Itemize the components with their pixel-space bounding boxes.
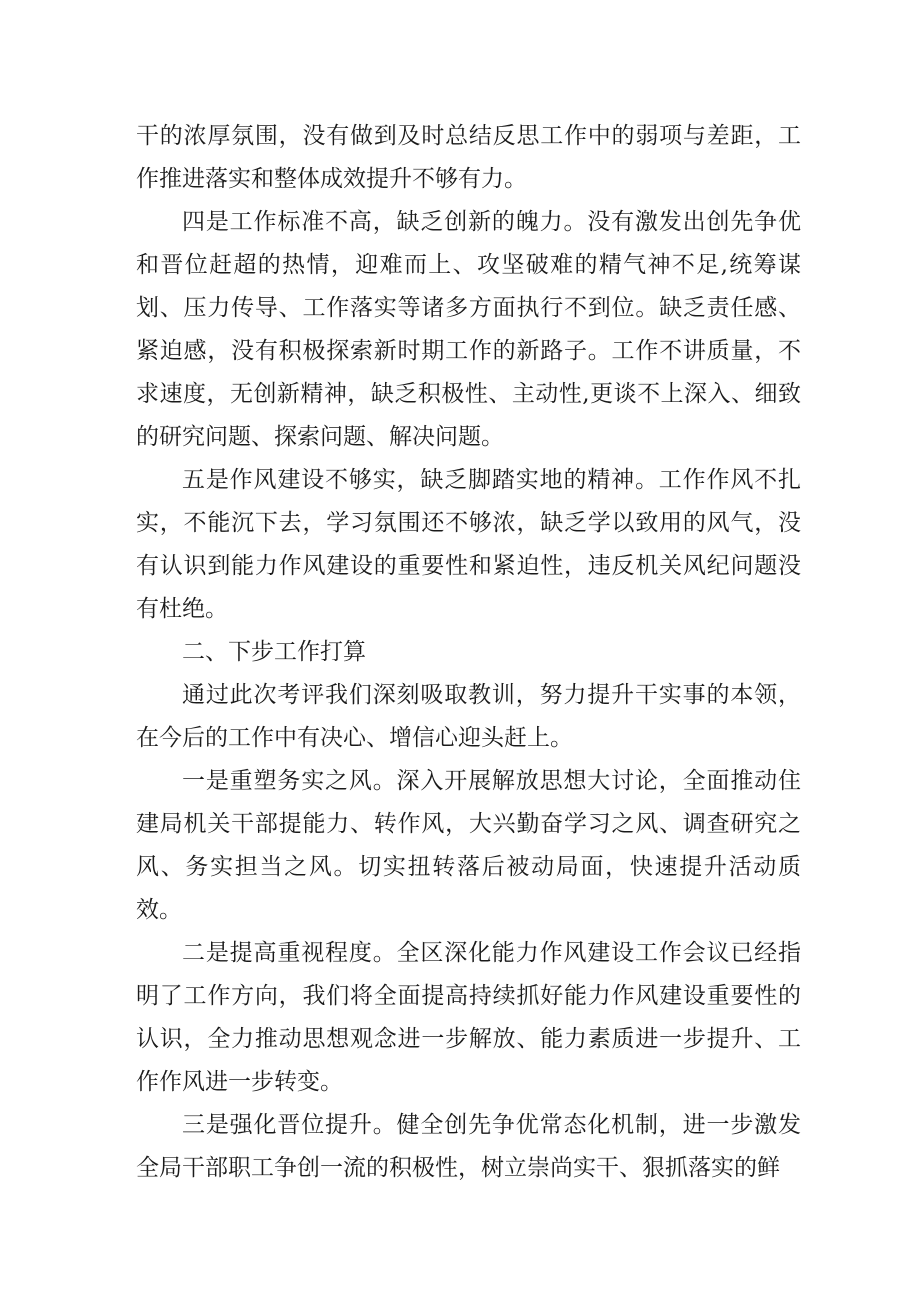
paragraph-step-one: 一是重塑务实之风。深入开展解放思想大讨论，全面推动住建局机关干部提能力、转作风，大兴勤奋学习之风、调查研究之风、务实担当之风。切实扭转落后被动局面，快速提升活动质效。 (136, 768, 801, 923)
paragraph-intro-next-steps: 通过此次考评我们深刻吸取教训，努力提升干实事的本领，在今后的工作中有决心、增信心迎头赶上。 (136, 682, 801, 751)
section-heading-next-steps: 二、下步工作打算 (182, 639, 366, 665)
paragraph-step-two: 二是提高重视程度。全区深化能力作风建设工作会议已经指明了工作方向，我们将全面提高持续抓好能力作风建设重要性的认识，全力推动思想观念进一步解放、能力素质进一步提升、工作作风进一步转变。 (136, 940, 801, 1095)
document-body (136, 115, 801, 1190)
paragraph-step-three: 三是强化晋位提升。健全创先争优常态化机制，进一步激发全局干部职工争创一流的积极性，树立崇尚实干、狠抓落实的鲜 (136, 1112, 801, 1181)
paragraph-point-four: 四是工作标准不高，缺乏创新的魄力。没有激发出创先争优和晋位赶超的热情，迎难而上、攻坚破难的精气神不足,统筹谋划、压力传导、工作落实等诸多方面执行不到位。缺乏责任感、紧迫感，没有积极探索新时期工作的新路子。工作不讲质量，不求速度，无创新精神，缺乏积极性、主动性,更谈不上深入、细致的研究问题、探索问题、解决问题。 (136, 209, 801, 450)
paragraph-continuation: 干的浓厚氛围，没有做到及时总结反思工作中的弱项与差距，工作推进落实和整体成效提升不够有力。 (136, 123, 801, 192)
paragraph-point-five: 五是作风建设不够实，缺乏脚踏实地的精神。工作作风不扎实，不能沉下去，学习氛围还不够浓，缺乏学以致用的风气，没有认识到能力作风建设的重要性和紧迫性，违反机关风纪问题没有杜绝。 (136, 467, 801, 622)
